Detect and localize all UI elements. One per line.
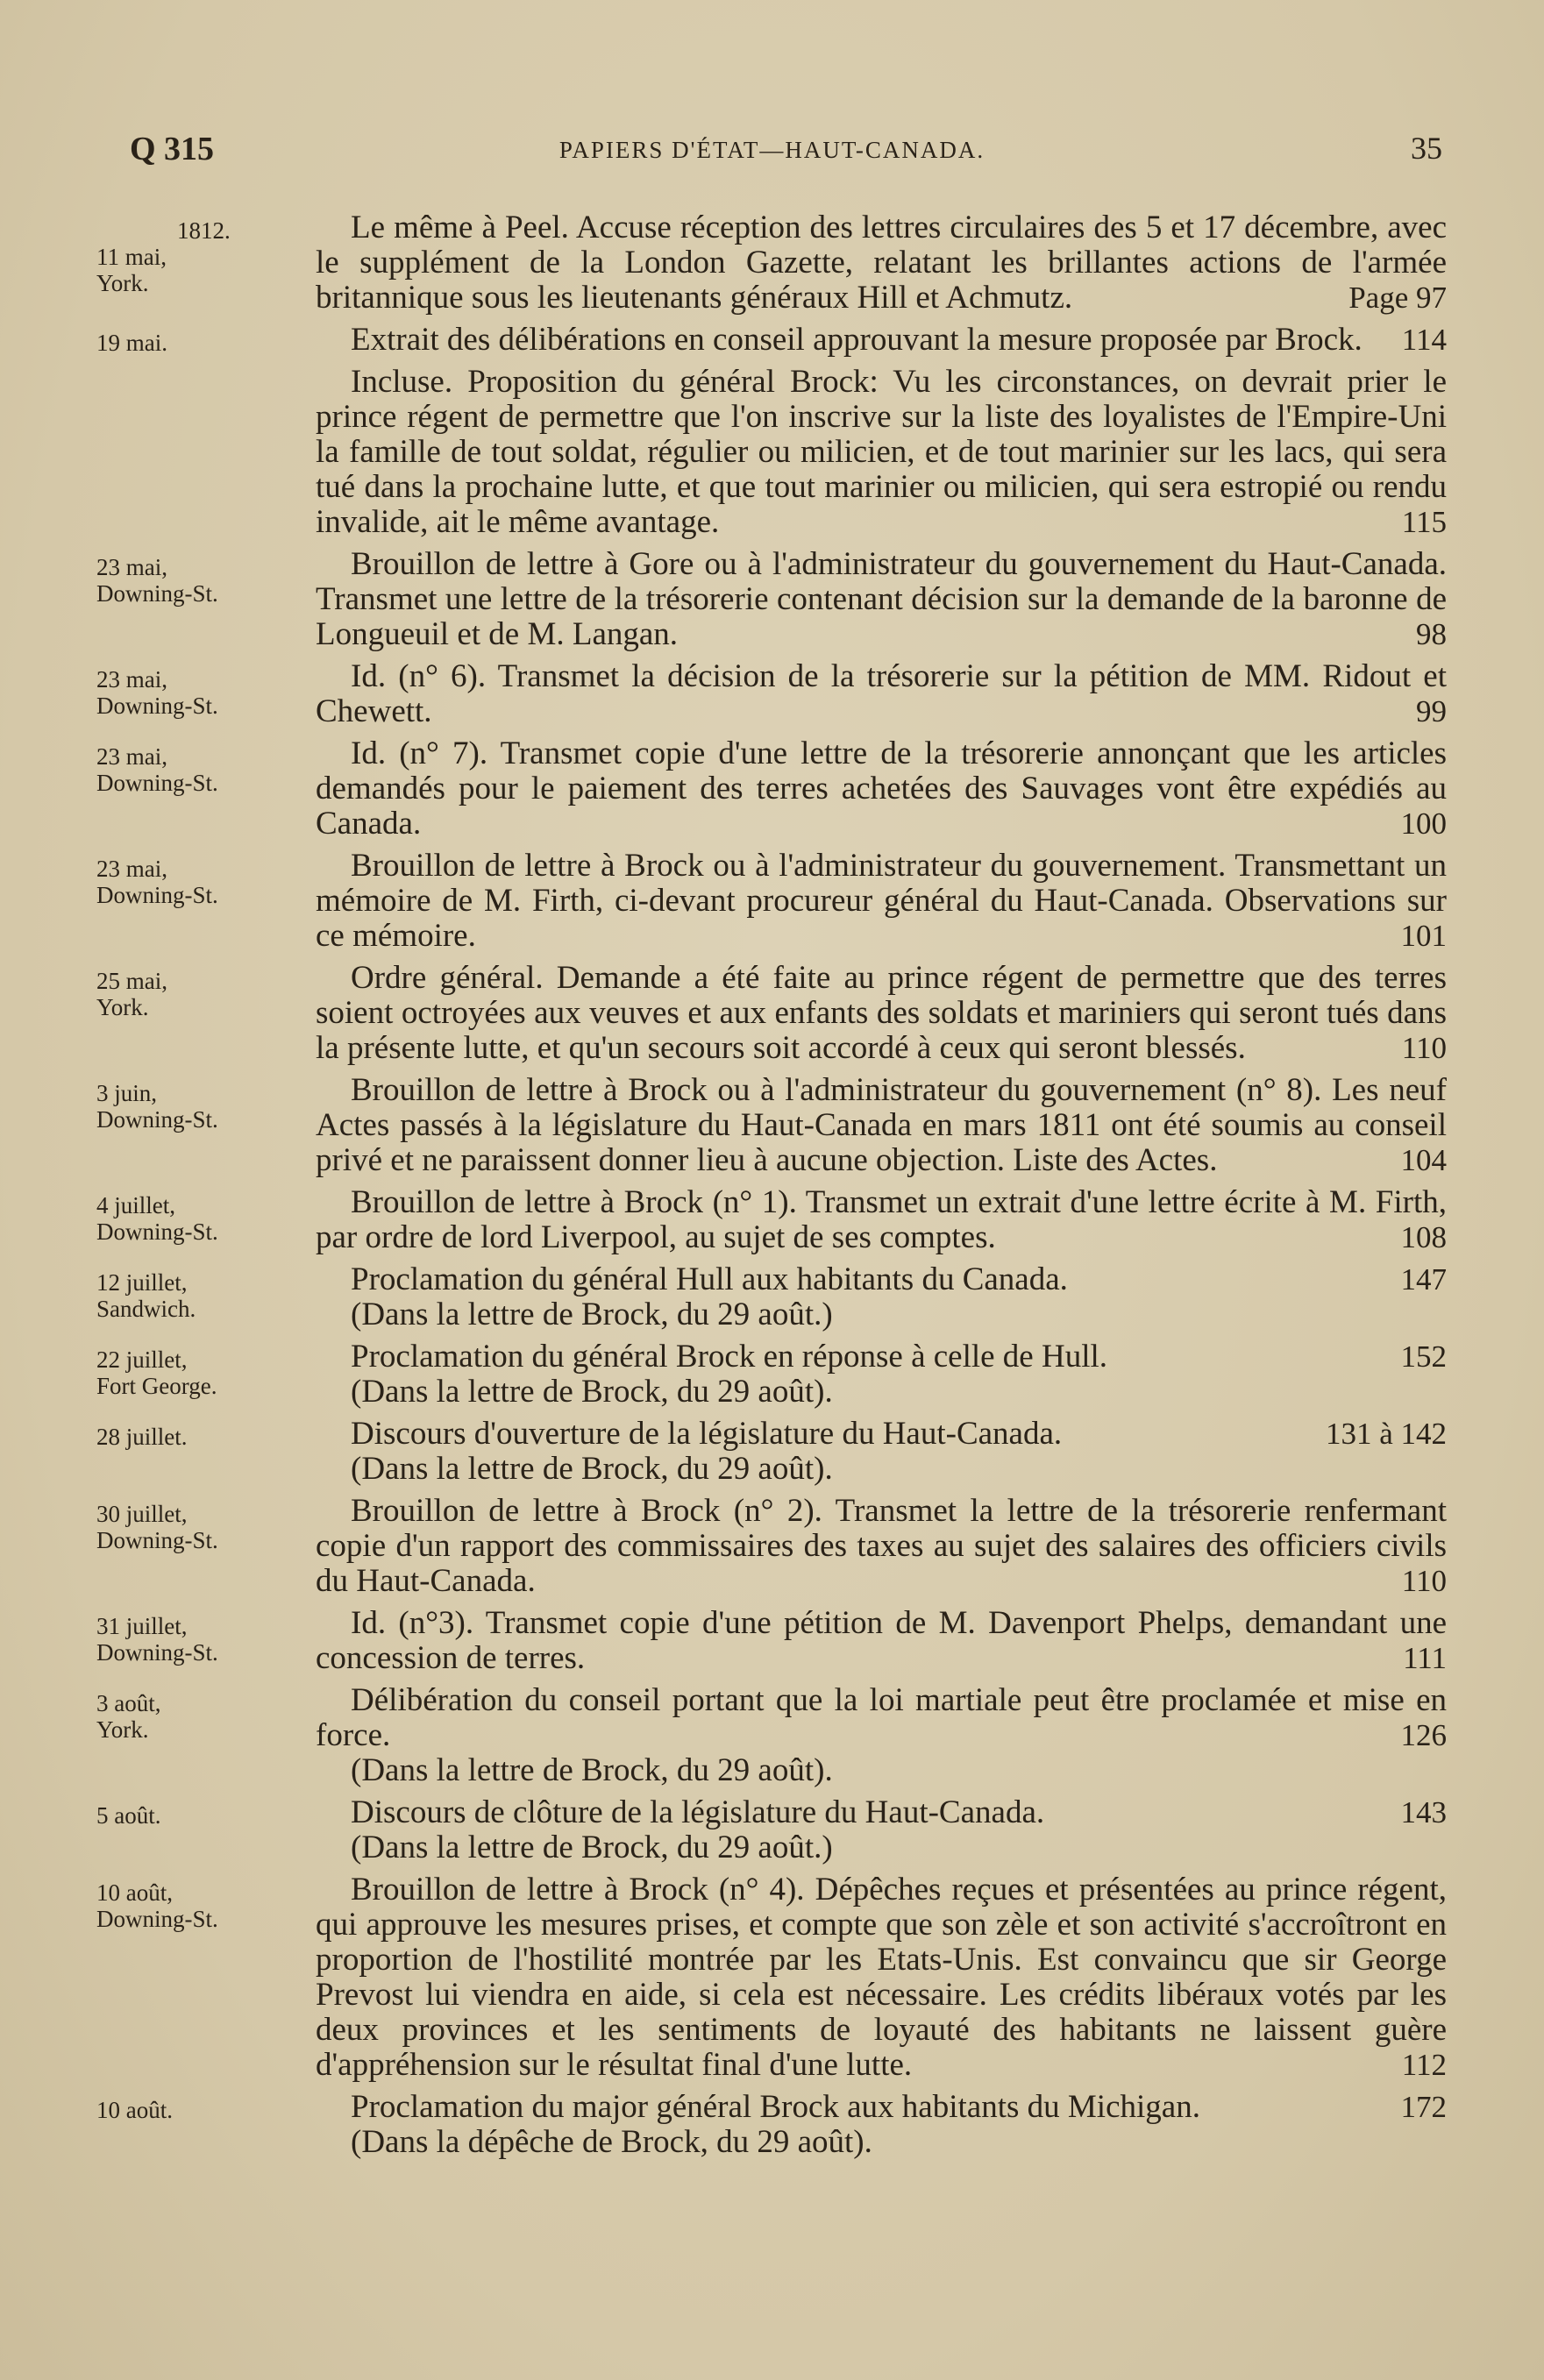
entry-date-margin bbox=[96, 659, 316, 729]
entry-place: York. bbox=[96, 994, 149, 1020]
entry-text-block bbox=[316, 1795, 1447, 1865]
entry-page-ref: 101 bbox=[1400, 919, 1447, 953]
calendar-entry bbox=[96, 323, 1447, 358]
entry-date: 28 juillet. bbox=[96, 1424, 188, 1450]
calendar-entry bbox=[96, 365, 1447, 540]
entry-page-ref: 131 à 142 bbox=[1325, 1417, 1447, 1451]
entry-date: 3 août, bbox=[96, 1690, 161, 1716]
entry-page-ref: 147 bbox=[1400, 1262, 1447, 1297]
entry-summary-text: Proclamation du général Hull aux habitants du Canada. bbox=[351, 1261, 1068, 1297]
entry-text-block bbox=[316, 210, 1447, 316]
entry-summary-text: Incluse. Proposition du général Brock: Vu les circonstances, on devrait prier le prince régent de permettre que l'on inscrive sur la liste des loyalistes de l'Empire-Uni la famille de tout soldat, régulier ou milicien, et de tout marinier sur les lacs, qui sera tué dans la prochaine lutte, et que tout marinier ou milicien, qui sera estropié ou rendu invalide, ait le même avantage. bbox=[316, 364, 1447, 540]
entry-date: 4 juillet, bbox=[96, 1192, 175, 1218]
entry-summary-text: Discours de clôture de la législature du Haut-Canada. bbox=[351, 1794, 1045, 1830]
entry-date: 5 août. bbox=[96, 1802, 161, 1829]
entry-place: Downing-St. bbox=[96, 770, 218, 796]
entry-place: Downing-St. bbox=[96, 1906, 218, 1932]
calendar-entry bbox=[96, 1494, 1447, 1599]
entry-place: Downing-St. bbox=[96, 580, 218, 607]
entry-summary bbox=[316, 1872, 1447, 2083]
entry-source-note: (Dans la lettre de Brock, du 29 août). bbox=[351, 1752, 833, 1788]
entry-date-margin bbox=[96, 323, 316, 358]
entry-summary-text: Brouillon de lettre à Gore ou à l'administrateur du gouvernement du Haut-Canada. Transmet une lettre de la trésorerie contenant décision sur la demande de la baronne de Longueuil et de M. Langan. bbox=[316, 546, 1447, 652]
entry-summary-text: Discours d'ouverture de la législature du Haut-Canada. bbox=[351, 1416, 1063, 1452]
entry-date: 23 mai, bbox=[96, 554, 167, 580]
entry-summary bbox=[316, 1494, 1447, 1599]
entry-page-ref: 126 bbox=[1400, 1718, 1447, 1752]
entry-date-margin bbox=[96, 1795, 316, 1865]
entry-summary-text: Délibération du conseil portant que la loi martiale peut être proclamée et mise en force. bbox=[316, 1682, 1447, 1753]
entry-date: 10 août, bbox=[96, 1879, 173, 1906]
entry-text-block bbox=[316, 323, 1447, 358]
entry-place: Downing-St. bbox=[96, 1527, 218, 1553]
calendar-entry bbox=[96, 736, 1447, 842]
entry-source-note: (Dans la lettre de Brock, du 29 août). bbox=[351, 1451, 833, 1487]
entry-summary-text: Brouillon de lettre à Brock (n° 2). Transmet la lettre de la trésorerie renfermant copie d'un rapport des commissaires des taxes au sujet des salaires des officiers civils du Haut-Canada. bbox=[316, 1493, 1447, 1599]
entry-date: 23 mai, bbox=[96, 856, 167, 882]
calendar-entry bbox=[96, 659, 1447, 729]
entry-page-ref: 110 bbox=[1401, 1031, 1447, 1065]
entry-place: Downing-St. bbox=[96, 1106, 218, 1133]
entry-date-margin bbox=[96, 1185, 316, 1255]
entry-date-margin bbox=[96, 1872, 316, 2083]
page-number: 35 bbox=[1411, 131, 1442, 166]
entry-year: 1812. bbox=[177, 217, 231, 244]
calendar-entry bbox=[96, 1795, 1447, 1865]
entry-summary bbox=[316, 961, 1447, 1066]
entry-page-ref: 115 bbox=[1401, 505, 1447, 539]
entry-page-ref: 112 bbox=[1401, 2048, 1447, 2082]
entry-date-margin bbox=[96, 1494, 316, 1599]
entry-date-margin bbox=[96, 1417, 316, 1487]
calendar-entry bbox=[96, 1606, 1447, 1676]
calendar-entry bbox=[96, 1073, 1447, 1178]
entry-date: 23 mai, bbox=[96, 743, 167, 770]
entry-page-ref: 100 bbox=[1400, 806, 1447, 841]
entry-date-margin bbox=[96, 2090, 316, 2160]
entry-summary-text: Brouillon de lettre à Brock (n° 1). Transmet un extrait d'une lettre écrite à M. Firth, par ordre de lord Liverpool, au sujet de ses comptes. bbox=[316, 1184, 1447, 1255]
entry-summary-text: Brouillon de lettre à Brock ou à l'administrateur du gouvernement. Transmettant un mémoire de M. Firth, ci-devant procureur général du Haut-Canada. Observations sur ce mémoire. bbox=[316, 848, 1447, 954]
entry-date-margin bbox=[96, 1262, 316, 1332]
entry-place: Sandwich. bbox=[96, 1296, 196, 1322]
series-code: Q 315 bbox=[130, 131, 215, 167]
calendar-entry bbox=[96, 1185, 1447, 1255]
entry-summary bbox=[316, 1262, 1447, 1297]
entry-page-ref: 111 bbox=[1403, 1641, 1447, 1675]
entry-date-margin bbox=[96, 1683, 316, 1788]
entry-place: Fort George. bbox=[96, 1373, 217, 1399]
entry-date-margin bbox=[96, 1073, 316, 1178]
entry-date: 25 mai, bbox=[96, 968, 167, 994]
entry-page-ref: 114 bbox=[1401, 323, 1447, 357]
entry-text-block bbox=[316, 1494, 1447, 1599]
entry-page-ref: 110 bbox=[1401, 1564, 1447, 1598]
entry-text-block bbox=[316, 2090, 1447, 2160]
entry-summary-text: Brouillon de lettre à Brock (n° 4). Dépêches reçues et présentées au prince régent, qui approuve les mesures prises, et compte que son zèle et son activité s'accroîtront en proportion de l'hostilité montrée par les Etats-Unis. Est convaincu que sir George Prevost lui viendra en aide, si cela est nécessaire. Les crédits libéraux votés par les deux provinces et les sentiments de loyauté des habitants ne laissent guère d'appréhension sur le résultat final d'une lutte. bbox=[316, 1872, 1447, 2083]
entry-source-note: (Dans la lettre de Brock, du 29 août.) bbox=[351, 1297, 833, 1332]
calendar-entry bbox=[96, 849, 1447, 954]
entry-date: 30 juillet, bbox=[96, 1501, 188, 1527]
entry-summary bbox=[316, 1073, 1447, 1178]
entry-page-ref: 108 bbox=[1400, 1220, 1447, 1254]
calendar-entry bbox=[96, 961, 1447, 1066]
entry-summary bbox=[316, 1606, 1447, 1676]
calendar-entry bbox=[96, 1262, 1447, 1332]
entry-page-ref: 99 bbox=[1416, 694, 1447, 728]
entry-summary bbox=[316, 849, 1447, 954]
entry-page-ref: Page 97 bbox=[1348, 281, 1447, 315]
entry-source-note: (Dans la dépêche de Brock, du 29 août). bbox=[351, 2124, 872, 2160]
entry-date: 3 juin, bbox=[96, 1080, 158, 1106]
entry-date-margin bbox=[96, 547, 316, 652]
entry-place: Downing-St. bbox=[96, 882, 218, 908]
calendar-entry bbox=[96, 210, 1447, 316]
entry-date-margin bbox=[96, 1339, 316, 1410]
entry-text-block bbox=[316, 659, 1447, 729]
entry-date-margin bbox=[96, 365, 316, 540]
entry-text-block bbox=[316, 1417, 1447, 1487]
calendar-entry bbox=[96, 1339, 1447, 1410]
entry-date: 19 mai. bbox=[96, 330, 167, 356]
entry-text-block bbox=[316, 365, 1447, 540]
entry-summary bbox=[316, 1795, 1447, 1830]
entry-date: 22 juillet, bbox=[96, 1346, 188, 1373]
running-title: PAPIERS D'ÉTAT—HAUT-CANADA. bbox=[559, 137, 985, 163]
entry-place: York. bbox=[96, 1716, 149, 1743]
entry-date-margin bbox=[96, 1606, 316, 1676]
entry-page-ref: 172 bbox=[1400, 2090, 1447, 2124]
entry-summary-text: Ordre général. Demande a été faite au prince régent de permettre que des terres soient octroyées aux veuves et aux enfants des soldats et mariniers qui seront tués dans la présente lutte, et qu'un secours soit accordé à ceux qui seront blessés. bbox=[316, 960, 1447, 1066]
calendar-entry bbox=[96, 1872, 1447, 2083]
entry-date: 10 août. bbox=[96, 2097, 173, 2123]
entry-text-block bbox=[316, 961, 1447, 1066]
entry-summary bbox=[316, 1683, 1447, 1753]
entry-summary bbox=[316, 659, 1447, 729]
entry-text-block bbox=[316, 547, 1447, 652]
entry-date: 31 juillet, bbox=[96, 1613, 188, 1639]
entry-summary bbox=[316, 210, 1447, 316]
entry-date-margin bbox=[96, 736, 316, 842]
entry-date-margin bbox=[96, 210, 316, 316]
entry-summary-text: Brouillon de lettre à Brock ou à l'administrateur du gouvernement (n° 8). Les neuf Actes passés à la législature du Haut-Canada en mars 1811 ont été soumis au conseil privé et ne paraissent donner lieu à aucune objection. Liste des Actes. bbox=[316, 1072, 1447, 1178]
entry-summary bbox=[316, 736, 1447, 842]
entry-summary bbox=[316, 1417, 1447, 1452]
entry-place: Downing-St. bbox=[96, 693, 218, 719]
entry-summary-text: Proclamation du général Brock en réponse à celle de Hull. bbox=[351, 1339, 1108, 1375]
entry-summary-text: Id. (n° 6). Transmet la décision de la trésorerie sur la pétition de MM. Ridout et Chewett. bbox=[316, 658, 1447, 729]
entry-text-block bbox=[316, 849, 1447, 954]
entry-date: 11 mai, bbox=[96, 244, 167, 270]
entry-place: York. bbox=[96, 270, 149, 296]
entry-summary bbox=[316, 1185, 1447, 1255]
entry-date: 12 juillet, bbox=[96, 1269, 188, 1296]
entry-summary-text: Le même à Peel. Accuse réception des lettres circulaires des 5 et 17 décembre, avec le supplément de la London Gazette, relatant les brillantes actions de l'armée britannique sous les lieutenants généraux Hill et Achmutz. bbox=[316, 210, 1447, 316]
entry-source-note: (Dans la lettre de Brock, du 29 août.) bbox=[351, 1829, 833, 1865]
entry-text-block bbox=[316, 1262, 1447, 1332]
entry-summary-text: Id. (n° 7). Transmet copie d'une lettre de la trésorerie annonçant que les articles demandés pour le paiement des terres achetées des Sauvages vont être expédiés au Canada. bbox=[316, 735, 1447, 842]
entry-summary bbox=[316, 547, 1447, 652]
entry-summary bbox=[316, 1339, 1447, 1375]
entry-place: Downing-St. bbox=[96, 1218, 218, 1245]
entry-text-block bbox=[316, 1185, 1447, 1255]
entry-page-ref: 143 bbox=[1400, 1795, 1447, 1829]
entry-text-block bbox=[316, 1872, 1447, 2083]
entry-text-block bbox=[316, 1073, 1447, 1178]
entry-date-margin bbox=[96, 961, 316, 1066]
entry-text-block bbox=[316, 1339, 1447, 1410]
entry-summary bbox=[316, 2090, 1447, 2125]
page-header bbox=[0, 130, 1544, 182]
entry-text-block bbox=[316, 736, 1447, 842]
entry-summary bbox=[316, 365, 1447, 540]
calendar-entry bbox=[96, 547, 1447, 652]
entry-text-block bbox=[316, 1606, 1447, 1676]
entry-page-ref: 104 bbox=[1400, 1143, 1447, 1177]
entry-list bbox=[96, 210, 1447, 2167]
entry-date: 23 mai, bbox=[96, 666, 167, 693]
calendar-entry bbox=[96, 2090, 1447, 2160]
entry-summary-text: Extrait des délibérations en conseil approuvant la mesure proposée par Brock. bbox=[351, 322, 1363, 358]
entry-source-note: (Dans la lettre de Brock, du 29 août). bbox=[351, 1374, 833, 1410]
entry-place: Downing-St. bbox=[96, 1639, 218, 1666]
entry-page-ref: 152 bbox=[1400, 1339, 1447, 1374]
entry-summary bbox=[316, 323, 1447, 358]
entry-text-block bbox=[316, 1683, 1447, 1788]
entry-page-ref: 98 bbox=[1416, 617, 1447, 651]
calendar-entry bbox=[96, 1683, 1447, 1788]
calendar-entry bbox=[96, 1417, 1447, 1487]
entry-summary-text: Id. (n°3). Transmet copie d'une pétition de M. Davenport Phelps, demandant une concession de terres. bbox=[316, 1605, 1447, 1676]
entry-summary-text: Proclamation du major général Brock aux habitants du Michigan. bbox=[351, 2089, 1200, 2125]
entry-date-margin bbox=[96, 849, 316, 954]
